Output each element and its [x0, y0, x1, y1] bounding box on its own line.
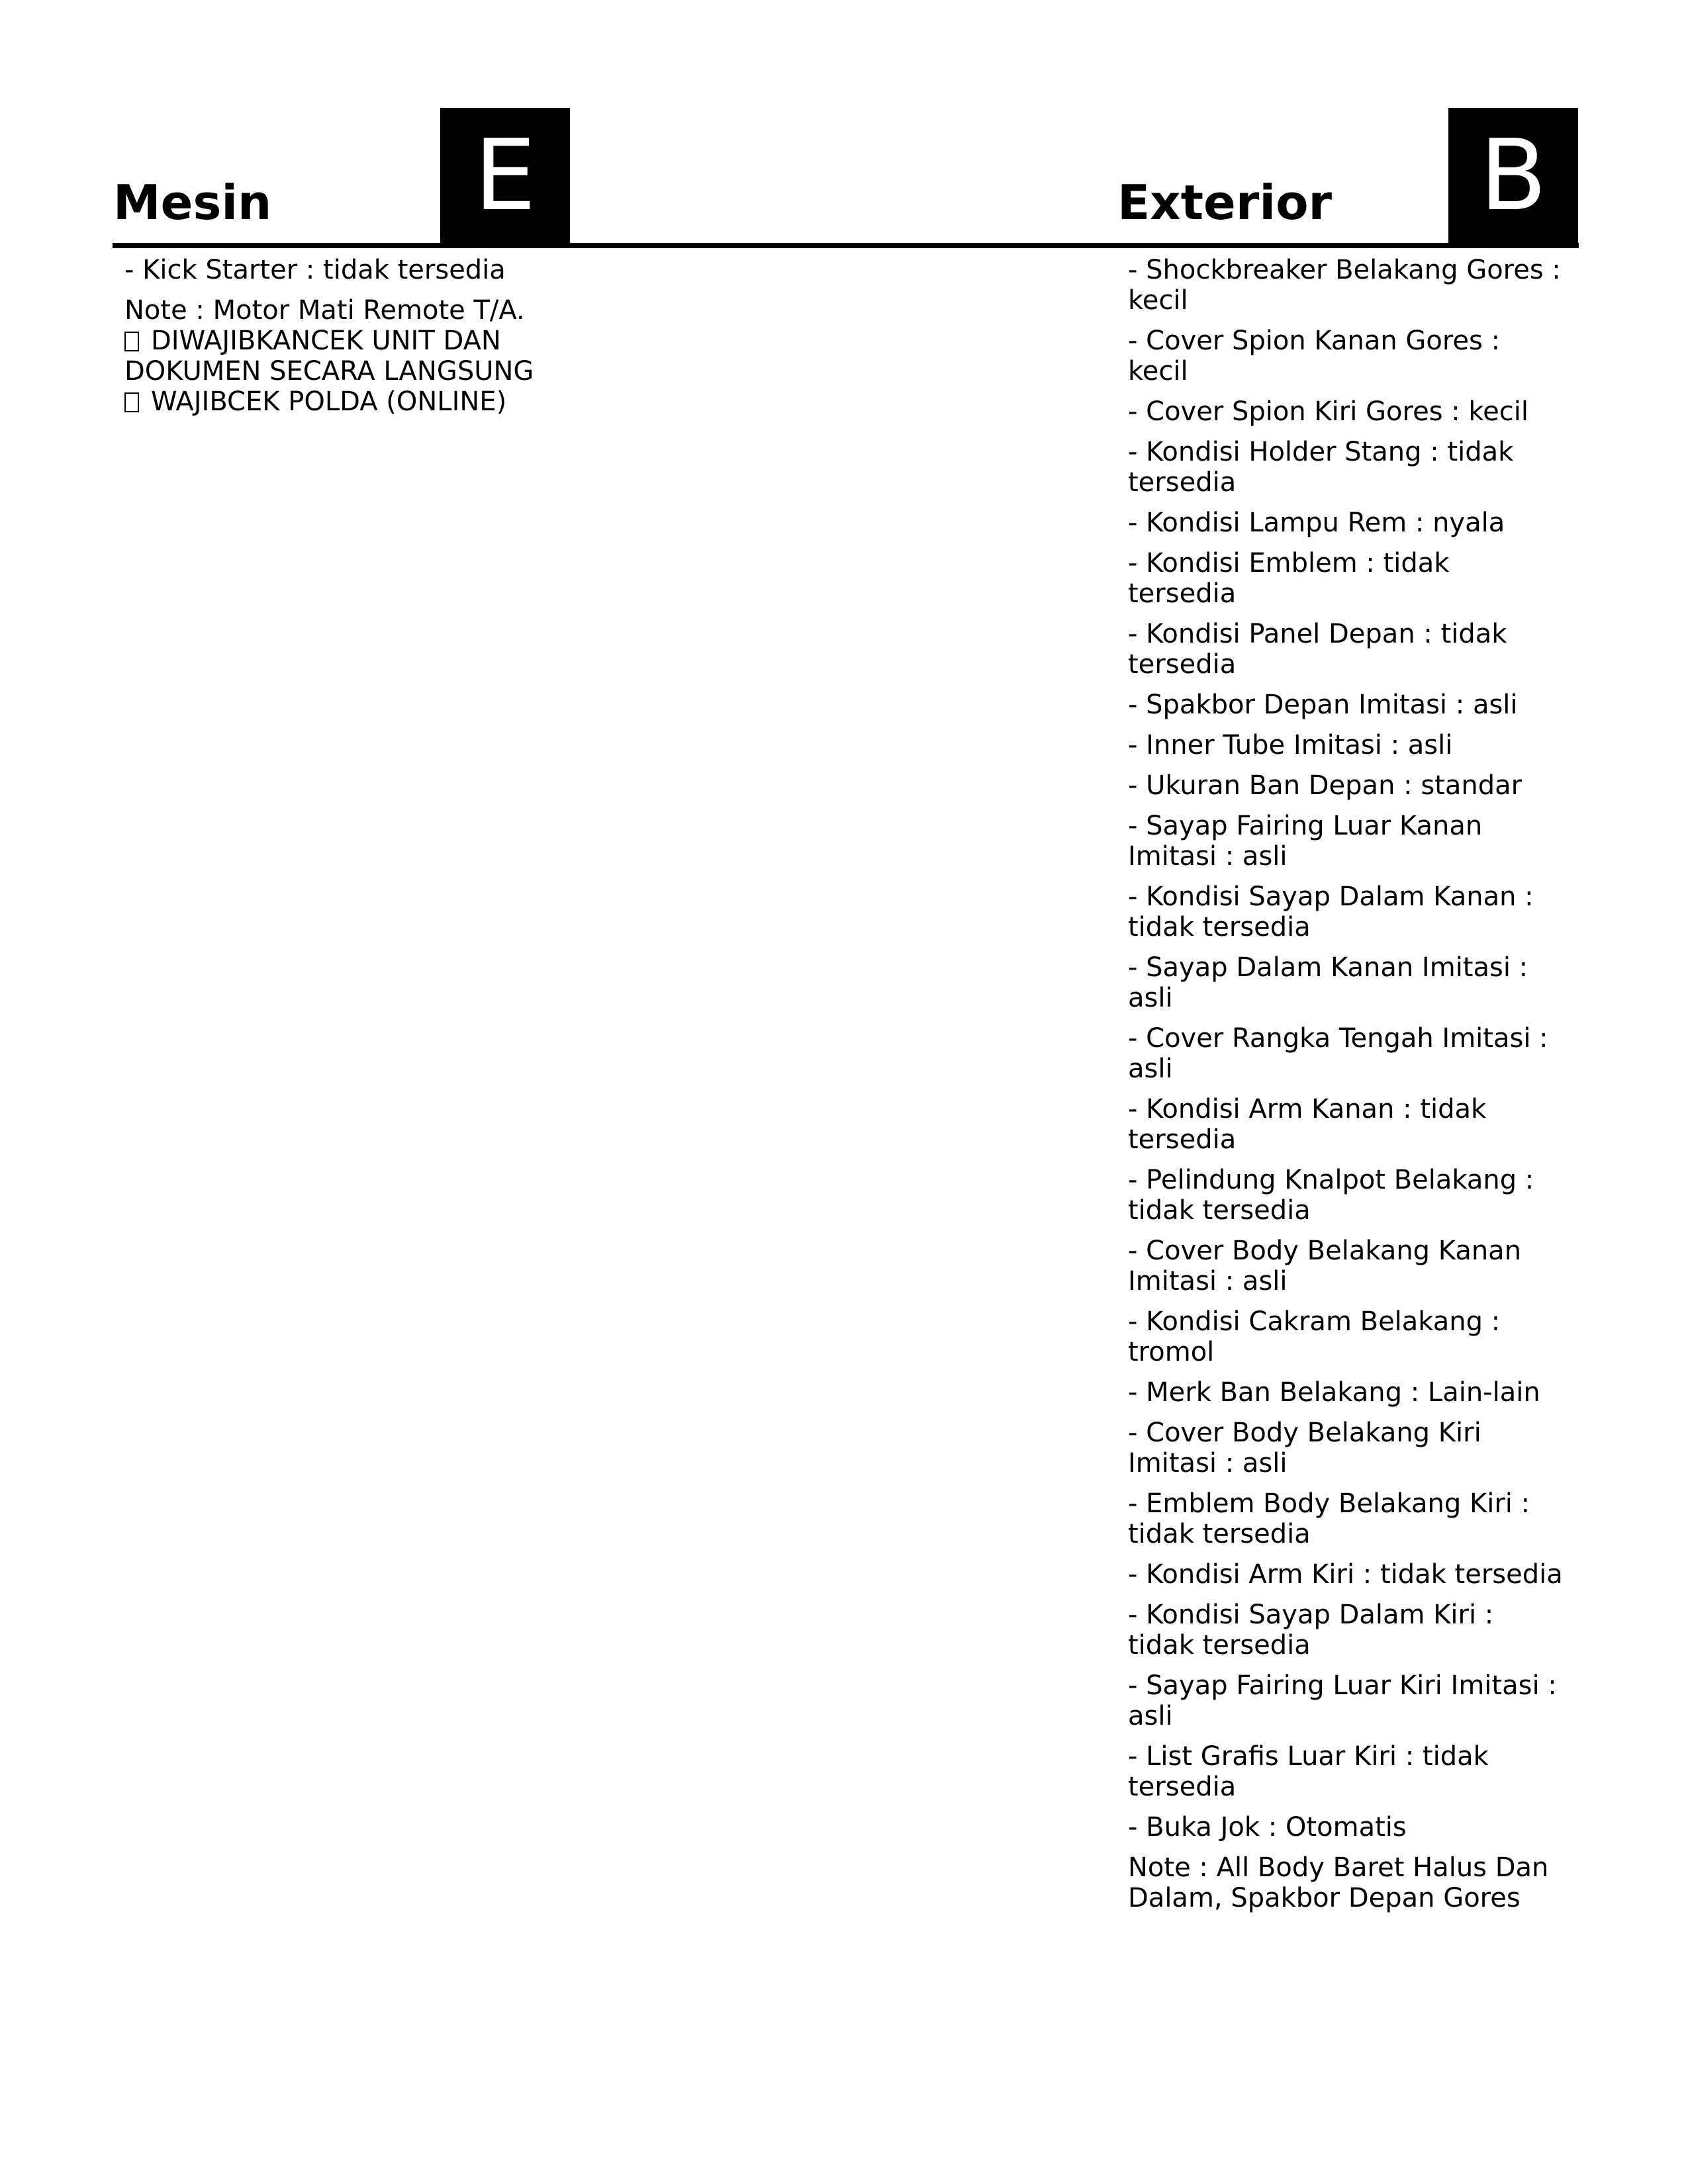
list-item: - Cover Rangka Tengah Imitasi : asli	[1128, 1023, 1548, 1084]
list-item: - Cover Spion Kiri Gores : kecil	[1128, 396, 1528, 427]
list-item: - Sayap Fairing Luar Kiri Imitasi : asli	[1128, 1670, 1557, 1731]
list-item: - Kick Starter : tidak tersedia	[124, 255, 506, 285]
list-item: - Kondisi Lampu Rem : nyala	[1128, 508, 1505, 538]
list-item: - Kondisi Arm Kanan : tidak tersedia	[1128, 1094, 1487, 1155]
note-text: Note : Motor Mati Remote T/A.	[124, 295, 525, 326]
missing-glyph-icon	[124, 392, 139, 412]
list-item: - Kondisi Holder Stang : tidak tersedia	[1128, 437, 1514, 498]
list-item: - Kondisi Sayap Dalam Kanan : tidak tersedia	[1128, 882, 1534, 942]
mesin-note	[124, 295, 588, 417]
list-item: - Spakbor Depan Imitasi : asli	[1128, 690, 1518, 720]
section-title-exterior: Exterior	[1117, 175, 1333, 230]
note-bullet-line: DOKUMEN SECARA LANGSUNG	[124, 356, 534, 387]
list-item: - Kondisi Panel Depan : tidak tersedia	[1128, 619, 1507, 680]
header-divider-rule	[113, 243, 1579, 248]
exterior-column	[1128, 255, 1565, 1923]
list-item: - Kondisi Arm Kiri : tidak tersedia	[1128, 1559, 1563, 1590]
list-item: - Emblem Body Belakang Kiri : tidak tersedia	[1128, 1488, 1530, 1549]
list-item: - Buka Jok : Otomatis	[1128, 1812, 1407, 1843]
mesin-column	[124, 255, 588, 427]
list-item: - Ukuran Ban Depan : standar	[1128, 770, 1523, 801]
list-item: - Inner Tube Imitasi : asli	[1128, 730, 1453, 760]
grade-badge-exterior: B	[1448, 108, 1578, 243]
missing-glyph-icon	[124, 332, 139, 351]
note-bullet-line: WAJIBCEK POLDA (ONLINE)	[124, 387, 588, 417]
list-item: - Sayap Dalam Kanan Imitasi : asli	[1128, 952, 1528, 1013]
list-item: - Kondisi Sayap Dalam Kiri : tidak tersedia	[1128, 1600, 1494, 1661]
list-item: - Shockbreaker Belakang Gores : kecil	[1128, 255, 1561, 316]
list-item: - Cover Body Belakang Kiri Imitasi : asli	[1128, 1418, 1481, 1479]
list-item: - Cover Body Belakang Kanan Imitasi : asli	[1128, 1236, 1522, 1297]
exterior-note: Note : All Body Baret Halus Dan Dalam, Spakbor Depan Gores	[1128, 1852, 1549, 1913]
grade-badge-mesin: E	[440, 108, 570, 243]
section-title-mesin: Mesin	[113, 175, 272, 230]
list-item: - Sayap Fairing Luar Kanan Imitasi : asli	[1128, 811, 1483, 872]
list-item: - Cover Spion Kanan Gores : kecil	[1128, 326, 1501, 387]
list-item: - Pelindung Knalpot Belakang : tidak tersedia	[1128, 1165, 1534, 1226]
list-item: - Kondisi Emblem : tidak tersedia	[1128, 548, 1450, 609]
list-item: - Kondisi Cakram Belakang : tromol	[1128, 1306, 1501, 1367]
list-item: - Merk Ban Belakang : Lain-lain	[1128, 1377, 1540, 1408]
note-bullet-line: DIWAJIBKANCEK UNIT DAN	[124, 326, 588, 356]
list-item: - List Grafis Luar Kiri : tidak tersedia	[1128, 1741, 1489, 1802]
